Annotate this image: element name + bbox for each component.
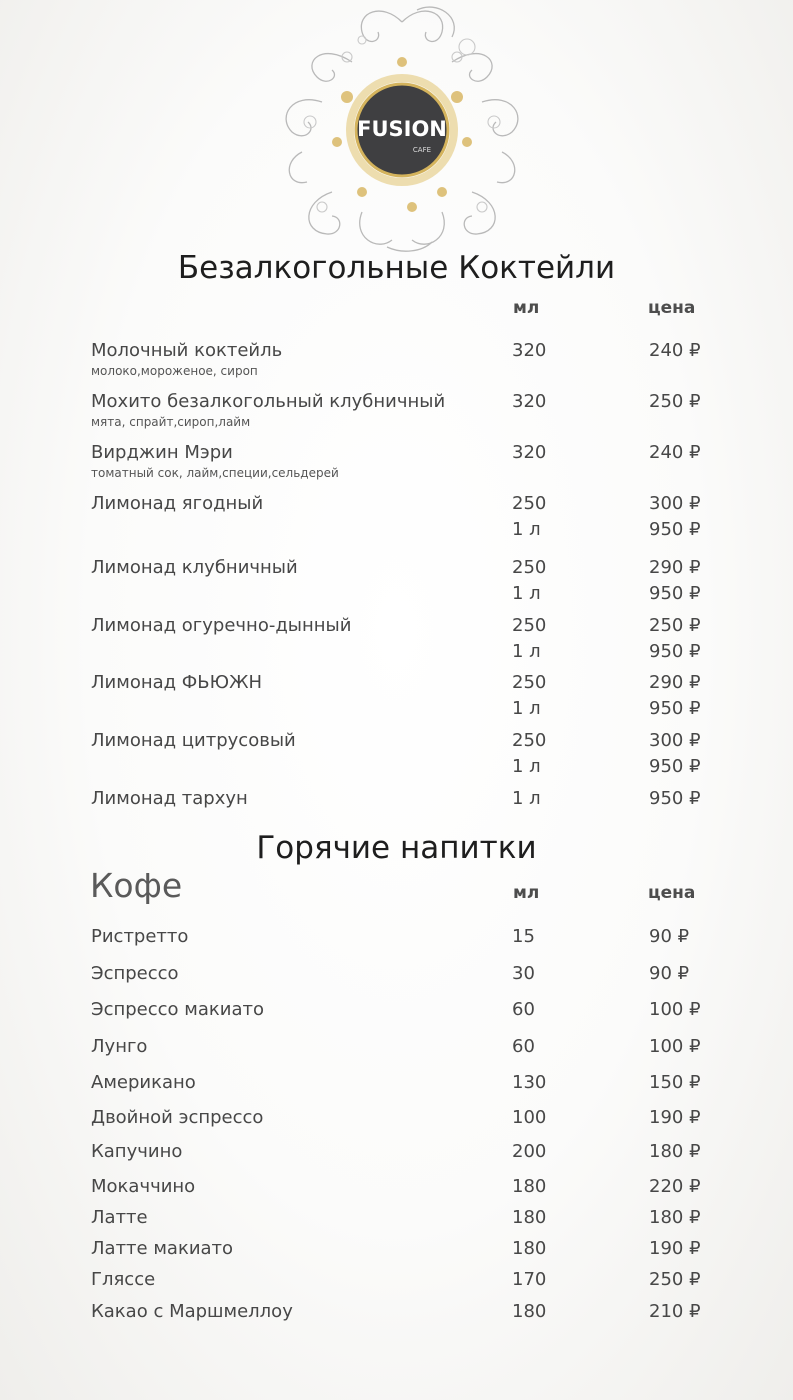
item-volume: 320: [512, 442, 547, 463]
item-volume: 200: [512, 1141, 547, 1162]
item-name: Мокаччино: [91, 1176, 196, 1197]
item-volume: 250: [512, 557, 547, 578]
item-name: Ристретто: [91, 926, 189, 947]
item-name: Латте: [91, 1207, 148, 1228]
item-description: томатный сок, лайм,специи,сельдерей: [91, 466, 339, 480]
item-price: 90 ₽: [649, 963, 690, 984]
item-volume: 30: [512, 963, 535, 984]
item-volume: 100: [512, 1107, 547, 1128]
item-volume-large: 1 л: [512, 698, 541, 719]
item-price-large: 950 ₽: [649, 519, 701, 540]
item-price: 190 ₽: [649, 1107, 701, 1128]
item-price-large: 950 ₽: [649, 756, 701, 777]
item-name: Вирджин Мэри: [91, 442, 233, 463]
item-name: Молочный коктейль: [91, 340, 283, 361]
item-price: 220 ₽: [649, 1176, 701, 1197]
coffee-subtitle: Кофе: [90, 866, 183, 905]
item-price: 100 ₽: [649, 999, 701, 1020]
item-price-large: 950 ₽: [649, 698, 701, 719]
item-volume: 250: [512, 730, 547, 751]
item-volume: 180: [512, 1207, 547, 1228]
item-price: 180 ₽: [649, 1141, 701, 1162]
item-price: 250 ₽: [649, 391, 701, 412]
item-volume: 60: [512, 1036, 535, 1057]
item-name: Лимонад клубничный: [91, 557, 298, 578]
item-name: Лимонад огуречно-дынный: [91, 615, 352, 636]
item-name: Латте макиато: [91, 1238, 234, 1259]
item-price: 950 ₽: [649, 788, 701, 809]
item-volume: 170: [512, 1269, 547, 1290]
item-price: 290 ₽: [649, 672, 701, 693]
item-volume-large: 1 л: [512, 519, 541, 540]
item-volume: 180: [512, 1301, 547, 1322]
item-name: Мохито безалкогольный клубничный: [91, 391, 446, 412]
item-name: Капучино: [91, 1141, 183, 1162]
item-name: Гляссе: [91, 1269, 156, 1290]
item-volume: 180: [512, 1238, 547, 1259]
item-description: молоко,мороженое, сироп: [91, 364, 258, 378]
item-price: 240 ₽: [649, 340, 701, 361]
item-name: Лунго: [91, 1036, 148, 1057]
soft-drinks-title: Безалкогольные Коктейли: [177, 250, 616, 286]
item-volume: 320: [512, 391, 547, 412]
soft-col-volume: мл: [513, 298, 540, 318]
item-volume: 60: [512, 999, 535, 1020]
hot-drinks-title: Горячие напитки: [256, 830, 537, 866]
item-volume: 130: [512, 1072, 547, 1093]
item-name: Какао с Маршмеллоу: [91, 1301, 293, 1322]
logo-name: FUSION: [357, 117, 447, 141]
item-name: Американо: [91, 1072, 196, 1093]
item-description: мята, спрайт,сироп,лайм: [91, 415, 251, 429]
item-price-large: 950 ₽: [649, 583, 701, 604]
item-volume-large: 1 л: [512, 756, 541, 777]
item-name: Лимонад ягодный: [91, 493, 264, 514]
item-volume-large: 1 л: [512, 583, 541, 604]
item-name: Лимонад тархун: [91, 788, 248, 809]
item-name: Эспрессо: [91, 963, 179, 984]
fusion-cafe-logo: [262, 2, 542, 257]
item-price: 300 ₽: [649, 730, 701, 751]
item-name: Лимонад цитрусовый: [91, 730, 296, 751]
item-volume-large: 1 л: [512, 641, 541, 662]
item-volume: 250: [512, 493, 547, 514]
item-price: 180 ₽: [649, 1207, 701, 1228]
item-price-large: 950 ₽: [649, 641, 701, 662]
item-price: 290 ₽: [649, 557, 701, 578]
item-price: 300 ₽: [649, 493, 701, 514]
item-name: Эспрессо макиато: [91, 999, 264, 1020]
item-price: 190 ₽: [649, 1238, 701, 1259]
item-volume: 320: [512, 340, 547, 361]
item-price: 250 ₽: [649, 615, 701, 636]
item-volume: 1 л: [512, 788, 541, 809]
item-volume: 15: [512, 926, 535, 947]
item-price: 240 ₽: [649, 442, 701, 463]
logo-subtitle: CAFE: [412, 146, 432, 154]
item-volume: 180: [512, 1176, 547, 1197]
item-price: 250 ₽: [649, 1269, 701, 1290]
item-price: 210 ₽: [649, 1301, 701, 1322]
item-volume: 250: [512, 615, 547, 636]
hot-col-volume: мл: [513, 883, 540, 903]
item-name: Лимонад ФЬЮЖН: [91, 672, 262, 693]
item-name: Двойной эспрессо: [91, 1107, 264, 1128]
item-price: 90 ₽: [649, 926, 690, 947]
hot-col-price: цена: [648, 883, 696, 903]
item-volume: 250: [512, 672, 547, 693]
item-price: 100 ₽: [649, 1036, 701, 1057]
item-price: 150 ₽: [649, 1072, 701, 1093]
soft-col-price: цена: [648, 298, 696, 318]
